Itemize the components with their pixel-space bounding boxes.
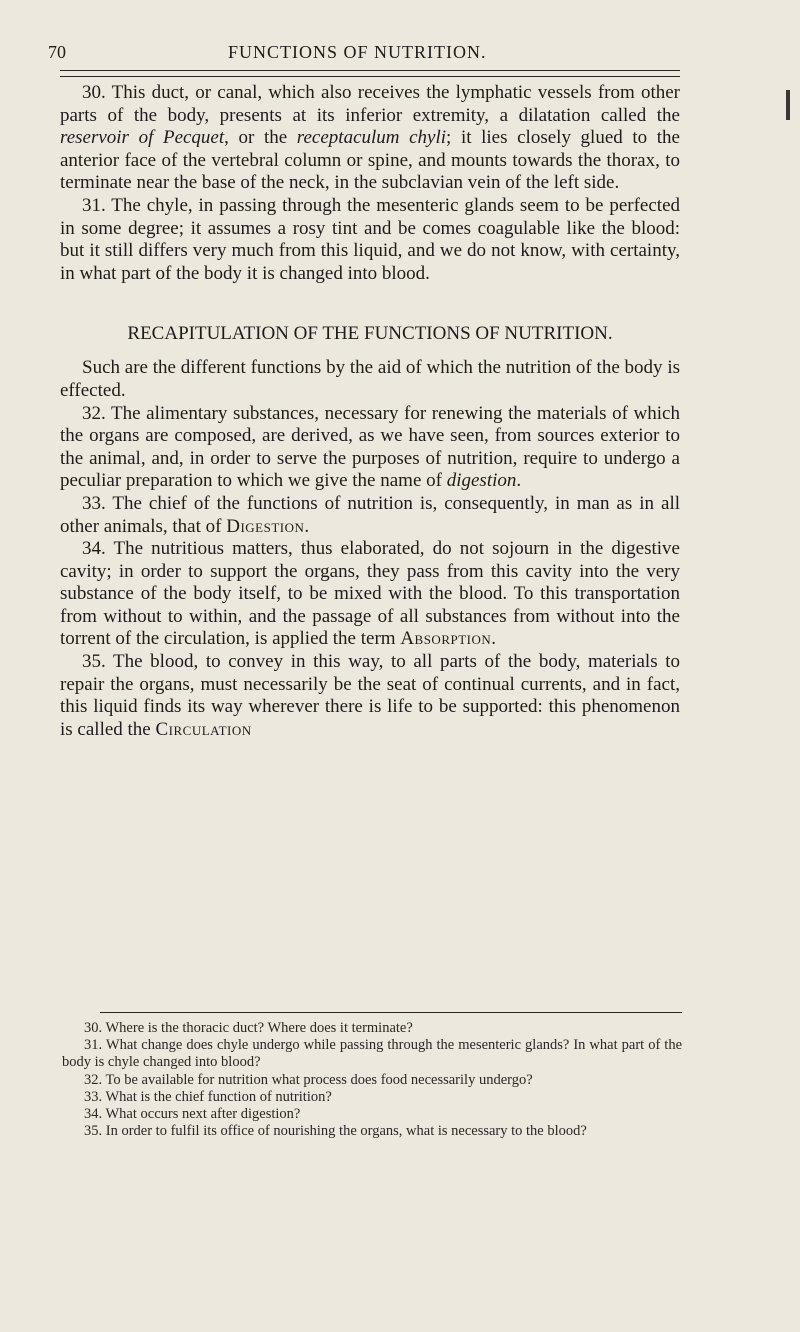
- margin-mark: [786, 90, 790, 120]
- paragraph-30: 30. This duct, or canal, which also receives the lymphatic vessels from other parts of the body, presents at its inferior extremity, a dilatation called the reservoir of Pecquet, or the receptaculum chyli; it lies closely glued to the anterior face of the vertebral column or spine, and mounts towards the thorax, to terminate near the base of the neck, in the subclavian vein of the left side.: [60, 82, 680, 194]
- intro-paragraph: Such are the different functions by the aid of which the nutrition of the body is effected.: [60, 357, 680, 401]
- term-digestion-caps: Digestion: [226, 515, 305, 537]
- header-rule: [60, 70, 680, 77]
- study-questions: [62, 1020, 682, 1140]
- paragraph-33: 33. The chief of the functions of nutrition is, consequently, in man as in all other animals, that of Digestion.: [60, 492, 680, 537]
- paragraph-32: 32. The alimentary substances, necessary for renewing the materials of which the organs are composed, are derived, as we have seen, from sources exterior to the animal, and, in order to serve the purposes of nutrition, require to undergo a peculiar preparation to which we give the name of digestion.: [60, 402, 680, 492]
- question-item: 32. To be available for nutrition what process does food necessarily undergo?: [84, 1071, 533, 1088]
- page-header: [48, 42, 688, 72]
- question-item: 33. What is the chief function of nutrition?: [84, 1088, 332, 1105]
- section-heading: RECAPITULATION OF THE FUNCTIONS OF NUTRITION.: [127, 323, 613, 345]
- term-digestion: digestion: [446, 470, 517, 492]
- term-circulation: Circulation: [155, 718, 252, 740]
- body-text: [60, 82, 680, 741]
- question-item: 31. What change does chyle undergo while passing through the mesenteric glands? In what part of the body is chyle changed into blood?: [62, 1037, 682, 1071]
- question-item: 35. In order to fulfil its office of nourishing the organs, what is necessary to the blood?: [84, 1123, 587, 1140]
- running-head: FUNCTIONS OF NUTRITION.: [228, 42, 487, 62]
- term-reservoir-of-pecquet: reservoir of Pecquet: [60, 127, 225, 149]
- term-absorption: Absorption: [400, 628, 492, 650]
- paragraph-35: 35. The blood, to convey in this way, to all parts of the body, materials to repair the organs, must necessarily be the seat of continual currents, and in fact, this liquid finds its way wherever there is life to be supported: this phenomenon is called the Circulation: [60, 651, 680, 740]
- question-item: 30. Where is the thoracic duct? Where does it terminate?: [84, 1020, 413, 1036]
- footnote-rule: [100, 1012, 682, 1013]
- question-item: 34. What occurs next after digestion?: [84, 1106, 301, 1123]
- paragraph-31: 31. The chyle, in passing through the mesenteric glands seem to be perfected in some degree; it assumes a rosy tint and be comes coagulable like the blood: but it still differs very much from this liquid, and we do not know, with certainty, in what part of the body it is changed into blood.: [60, 194, 680, 284]
- term-receptaculum-chyli: receptaculum chyli: [296, 127, 447, 149]
- page-number: 70: [48, 42, 66, 62]
- paragraph-34: 34. The nutritious matters, thus elaborated, do not sojourn in the digestive cavity; in order to support the organs, they pass from this cavity into the very substance of the body itself, to be mixed with the blood. To this transportation from without to within, and the passage of all substances from without into the torrent of the circulation, is applied the term Absorption.: [60, 538, 680, 650]
